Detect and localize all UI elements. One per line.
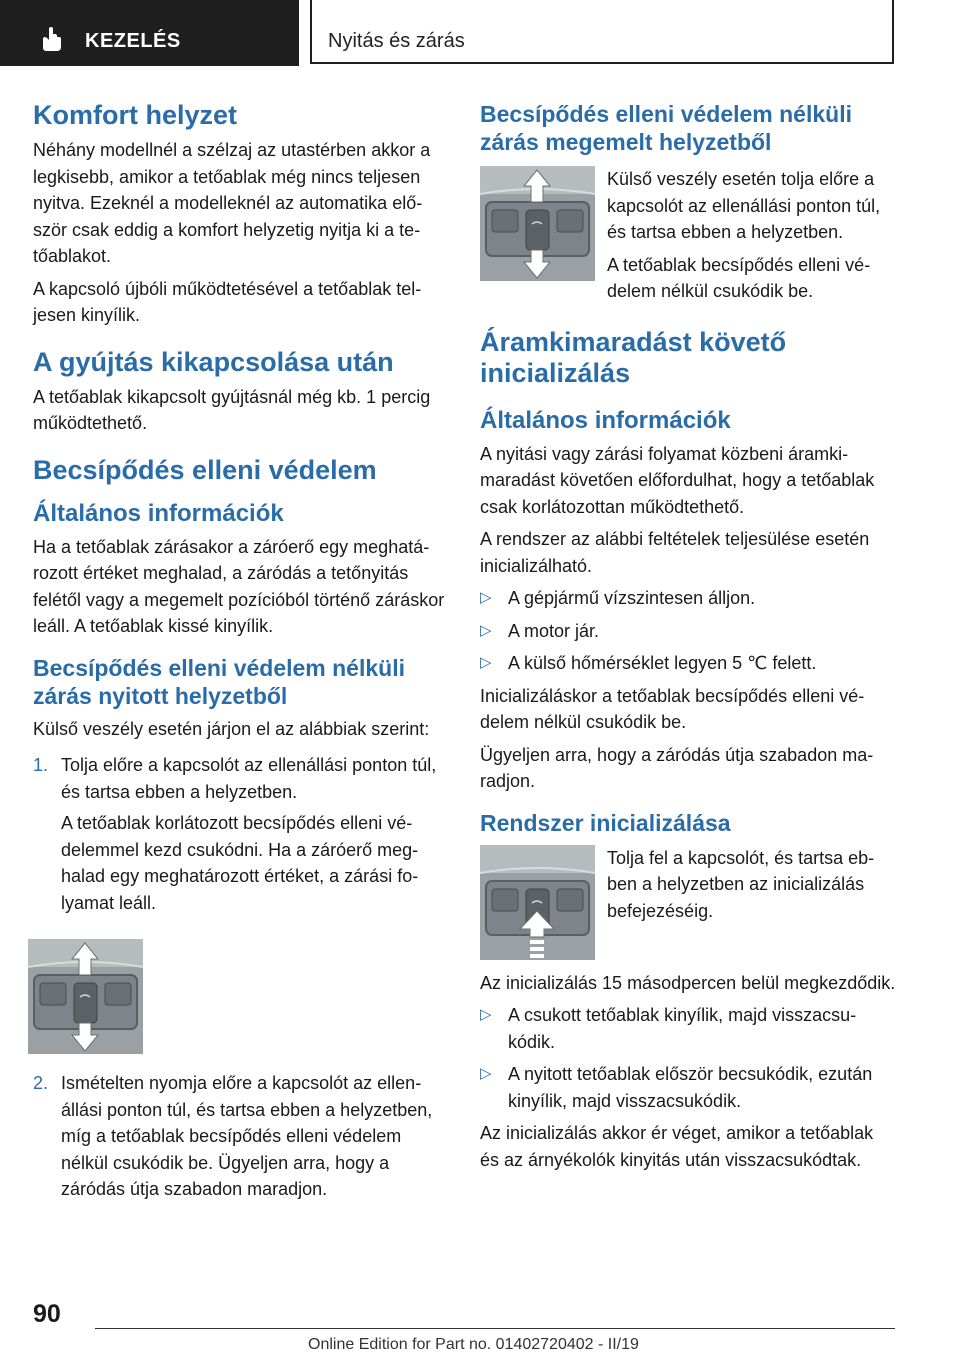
step-2 — [33, 1070, 449, 1208]
emelt-paragraph-1: Külső veszély esetén tolja előre a kapcsolót az ellenállási ponton túl, és tartsa ebben a helyzetben. — [607, 169, 881, 242]
triangle-bullet-icon: ▷ — [480, 1006, 492, 1023]
result-item — [480, 1061, 896, 1114]
page-header — [0, 0, 960, 66]
komfort-paragraph-2: A kapcsoló újbóli működtetésével a tetőablak teljesen kinyílik. — [33, 278, 422, 325]
condition-text: A külső hőmérséklet legyen 5 ℃ felett. — [508, 653, 817, 673]
condition-text: A gépjármű vízszintesen álljon. — [508, 588, 756, 608]
result-text: A nyitott tetőablak először becsukódik, ezután kinyílik, majd visszacsukódik. — [508, 1064, 873, 1111]
alt-heading: Általános információk — [480, 406, 731, 434]
left-column — [33, 100, 449, 1214]
result-item — [480, 1002, 896, 1055]
init-paragraph-2: Ügyeljen arra, hogy a záródás útja szabadon maradjon. — [480, 744, 874, 791]
switch-push-forward-illustration — [480, 166, 595, 281]
section-label: KEZELÉS — [85, 30, 181, 52]
page-title: Nyitás és zárás — [328, 30, 465, 52]
komfort-paragraph-1: Néhány modellnél a szélzaj az utastérben akkor a legkisebb, amikor a tetőablak még nincs teljesen nyitva. Ezeknél a modelleknél az automatika először csak eddig a komfort helyzetig nyitja ki a tetőablakot. — [33, 140, 431, 266]
footer-rule — [95, 1328, 895, 1329]
emelt-heading: Becsípődés elleni védelem nélküli zárás megemelt helyzetből — [480, 101, 852, 155]
rendszer-block — [480, 845, 896, 960]
hand-pointer-icon — [38, 26, 64, 52]
rendszer-paragraph: Tolja fel a kapcsolót, és tartsa ebben a helyzetben az inicializálás befejezéséig. — [607, 847, 875, 921]
step-number: 1. — [33, 755, 49, 775]
komfort-heading: Komfort helyzet — [33, 100, 238, 130]
alt-paragraph-1: A nyitási vagy zárási folyamat közbeni áramkimaradást követően előfordulhat, hogy a tetőablak csak korlátozottan működtethető. — [480, 443, 875, 517]
rendszer-heading: Rendszer inicializálása — [480, 809, 731, 836]
step-number: 2. — [33, 1073, 49, 1093]
triangle-bullet-icon: ▷ — [480, 654, 492, 671]
becsip-heading: Becsípődés elleni védelem — [33, 454, 377, 485]
section-tab — [0, 0, 299, 66]
step-text: Ismételten nyomja előre a kapcsolót az ellenállási ponton túl, és tartsa ebben a helyzetben, míg a tetőablak becsípődés elleni védelem nélkül csukódik be. Ügyeljen arra, hogy a záródás útja szabadon maradjon. — [61, 1073, 433, 1199]
altalanos-heading: Általános információk — [33, 499, 284, 527]
condition-item — [480, 585, 896, 612]
edition-text: Online Edition for Part no. 01402720402 - II/19 — [308, 1336, 639, 1353]
kezdo-paragraph: Az inicializálás 15 másodpercen belül megkezdődik. — [480, 972, 896, 993]
emelt-block — [480, 166, 896, 311]
gyujtas-paragraph: A tetőablak kikapcsolt gyújtásnál még kb. 1 percig működtethető. — [33, 386, 431, 433]
triangle-bullet-icon: ▷ — [480, 621, 492, 639]
gyujtas-heading: A gyújtás kikapcsolása után — [33, 346, 394, 377]
step-note: A tetőablak korlátozott becsípődés elleni védelemmel kezd csukódni. Ha a záróerő meghalad egy meghatározott értéket, a zárási folyamat leáll. — [61, 813, 419, 913]
condition-item — [480, 618, 896, 645]
step-text: Tolja előre a kapcsolót az ellenállási ponton túl, és tartsa ebben a helyzetben. — [61, 755, 437, 802]
aram-heading: Áramkimaradást követő inicializálás — [480, 326, 787, 388]
title-tab — [310, 0, 894, 64]
nyitott-intro: Külső veszély esetén járjon el az alábbiak szerint: — [33, 718, 430, 739]
alt-paragraph-2: A rendszer az alábbi feltételek teljesülése esetén inicializálható. — [480, 529, 870, 576]
result-text: A csukott tetőablak kinyílik, majd visszacsukódik. — [508, 1005, 857, 1052]
vege-paragraph: Az inicializálás akkor ér véget, amikor a tetőablak és az árnyékolók kinyitás után visszacsukódtak. — [480, 1123, 874, 1170]
altalanos-paragraph: Ha a tetőablak zárásakor a záróerő egy meghatározott értéket meghalad, a záródás a tetőnyitás felétől vagy a megemelt pozícióból történő záráskor leáll. A tetőablak kissé kinyílik. — [33, 536, 445, 636]
step-1 — [33, 752, 449, 921]
triangle-bullet-icon: ▷ — [480, 589, 492, 606]
switch-push-forward-illustration — [28, 939, 143, 1054]
condition-text: A motor jár. — [508, 620, 600, 641]
init-paragraph-1: Inicializáláskor a tetőablak becsípődés elleni védelem nélkül csukódik be. — [480, 685, 865, 732]
switch-push-up-illustration — [480, 845, 595, 960]
triangle-bullet-icon: ▷ — [480, 1065, 492, 1082]
condition-item — [480, 650, 896, 677]
nyitott-heading: Becsípődés elleni védelem nélküli zárás nyitott helyzetből — [33, 654, 405, 709]
right-column — [480, 100, 896, 1179]
page-number: 90 — [33, 1300, 61, 1328]
emelt-paragraph-2: A tetőablak becsípődés elleni védelem nélkül csukódik be. — [607, 254, 871, 301]
